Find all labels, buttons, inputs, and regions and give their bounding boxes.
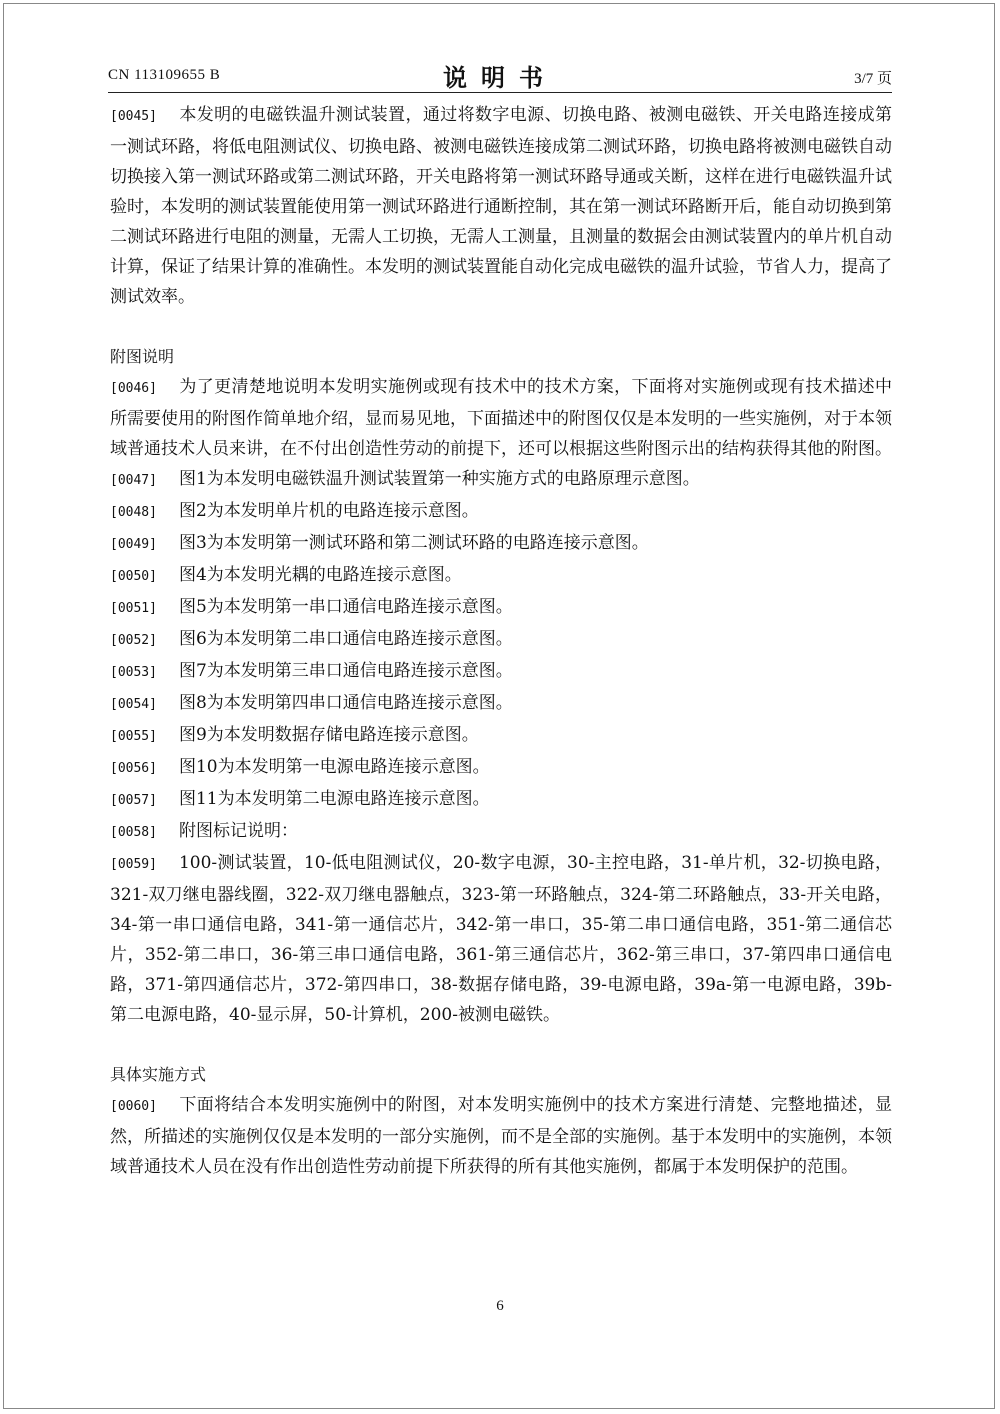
paragraph-0053 [110, 656, 892, 688]
header-rule [108, 92, 892, 93]
paragraph-tag: [0057] [110, 793, 157, 808]
paragraph-tag: [0050] [110, 569, 157, 584]
paragraph-text: 本发明的电磁铁温升测试装置，通过将数字电源、切换电路、被测电磁铁、开关电路连接成第一测试环路，将低电阻测试仪、切换电路、被测电磁铁连接成第二测试环路，切换电路将被测电磁铁自动切换接入第一测试环路或第二测试环路，开关电路将第一测试环路导通或关断，这样在进行电磁铁温升试验时，本发明的测试装置能使用第一测试环路进行通断控制，其在第一测试环路断开后，能自动切换到第二测试环路进行电阻的测量，无需人工切换，无需人工测量，且测量的数据会由测试装置内的单片机自动计算，保证了结果计算的准确性。本发明的测试装置能自动化完成电磁铁的温升试验，节省人力，提高了测试效率。 [110, 105, 892, 307]
paragraph-text: 图1为本发明电磁铁温升测试装置第一种实施方式的电路原理示意图。 [178, 469, 700, 489]
paragraph-text: 图10为本发明第一电源电路连接示意图。 [178, 757, 490, 777]
paragraph-text: 100-测试装置，10-低电阻测试仪，20-数字电源，30-主控电路，31-单片机，32-切换电路，321-双刀继电器线圈，322-双刀继电器触点，323-第一环路触点，324-第二环路触点，33-开关电路，34-第一串口通信电路，341-第一通信芯片，342-第一串口，35-第二串口通信电路，351-第二通信芯片，352-第二串口，36-第三串口通信电路，361-第三通信芯片，362-第三串口，37-第四串口通信电路，371-第四通信芯片，372-第四串口，38-数据存储电路，39-电源电路，39a-第一电源电路，39b-第二电源电路，40-显示屏，50-计算机，200-被测电磁铁。 [110, 853, 892, 1025]
paragraph-text: 图6为本发明第二串口通信电路连接示意图。 [178, 629, 513, 649]
paragraph-text: 下面将结合本发明实施例中的附图，对本发明实施例中的技术方案进行清楚、完整地描述，显然，所描述的实施例仅仅是本发明的一部分实施例，而不是全部的实施例。基于本发明中的实施例，本领域普通技术人员在没有作出创造性劳动前提下所获得的所有其他实施例，都属于本发明保护的范围。 [110, 1095, 892, 1177]
paragraph-0048 [110, 496, 892, 528]
paragraph-0051 [110, 592, 892, 624]
paragraph-tag: [0056] [110, 761, 157, 776]
paragraph-0050 [110, 560, 892, 592]
paragraph-0047 [110, 464, 892, 496]
page-info: 3/7 页 [854, 71, 892, 87]
paragraph-text: 图7为本发明第三串口通信电路连接示意图。 [178, 661, 513, 681]
paragraph-tag: [0045] [110, 109, 157, 124]
paragraph-tag: [0051] [110, 601, 157, 616]
paragraph-0046 [110, 372, 892, 464]
paragraph-text: 图4为本发明光耦的电路连接示意图。 [178, 565, 462, 585]
paragraph-0060 [110, 1090, 892, 1182]
paragraph-text: 图2为本发明单片机的电路连接示意图。 [178, 501, 479, 521]
section-heading-embodiment: 具体实施方式 [110, 1065, 207, 1084]
paragraph-0052 [110, 624, 892, 656]
paragraph-tag: [0052] [110, 633, 157, 648]
paragraph-tag: [0055] [110, 729, 157, 744]
paragraph-0054 [110, 688, 892, 720]
paragraph-tag: [0046] [110, 381, 157, 396]
paragraph-tag: [0054] [110, 697, 157, 712]
paragraph-text: 图8为本发明第四串口通信电路连接示意图。 [178, 693, 513, 713]
paragraph-tag: [0048] [110, 505, 157, 520]
paragraph-text: 图3为本发明第一测试环路和第二测试环路的电路连接示意图。 [178, 533, 649, 553]
paragraph-0055 [110, 720, 892, 752]
page-number: 6 [496, 1298, 504, 1314]
paragraph-text: 图9为本发明数据存储电路连接示意图。 [178, 725, 479, 745]
paragraph-text: 附图标记说明： [178, 821, 298, 841]
paragraph-tag: [0060] [110, 1099, 157, 1114]
paragraph-tag: [0049] [110, 537, 157, 552]
paragraph-tag: [0059] [110, 857, 157, 872]
paragraph-text: 图11为本发明第二电源电路连接示意图。 [178, 789, 490, 809]
document-body [110, 100, 892, 1182]
paragraph-tag: [0047] [110, 473, 157, 488]
paragraph-0045 [110, 100, 892, 312]
section-heading-figures: 附图说明 [110, 347, 175, 366]
paragraph-0049 [110, 528, 892, 560]
patent-number: CN 113109655 B [108, 67, 221, 83]
paragraph-0056 [110, 752, 892, 784]
page-title: 说明书 [443, 63, 557, 92]
paragraph-0059 [110, 848, 892, 1030]
paragraph-text: 图5为本发明第一串口通信电路连接示意图。 [178, 597, 513, 617]
paragraph-tag: [0053] [110, 665, 157, 680]
paragraph-text: 为了更清楚地说明本发明实施例或现有技术中的技术方案，下面将对实施例或现有技术描述中所需要使用的附图作简单地介绍，显而易见地，下面描述中的附图仅仅是本发明的一些实施例，对于本领域普通技术人员来讲，在不付出创造性劳动的前提下，还可以根据这些附图示出的结构获得其他的附图。 [110, 377, 892, 459]
paragraph-0057 [110, 784, 892, 816]
paragraph-tag: [0058] [110, 825, 157, 840]
paragraph-0058 [110, 816, 892, 848]
